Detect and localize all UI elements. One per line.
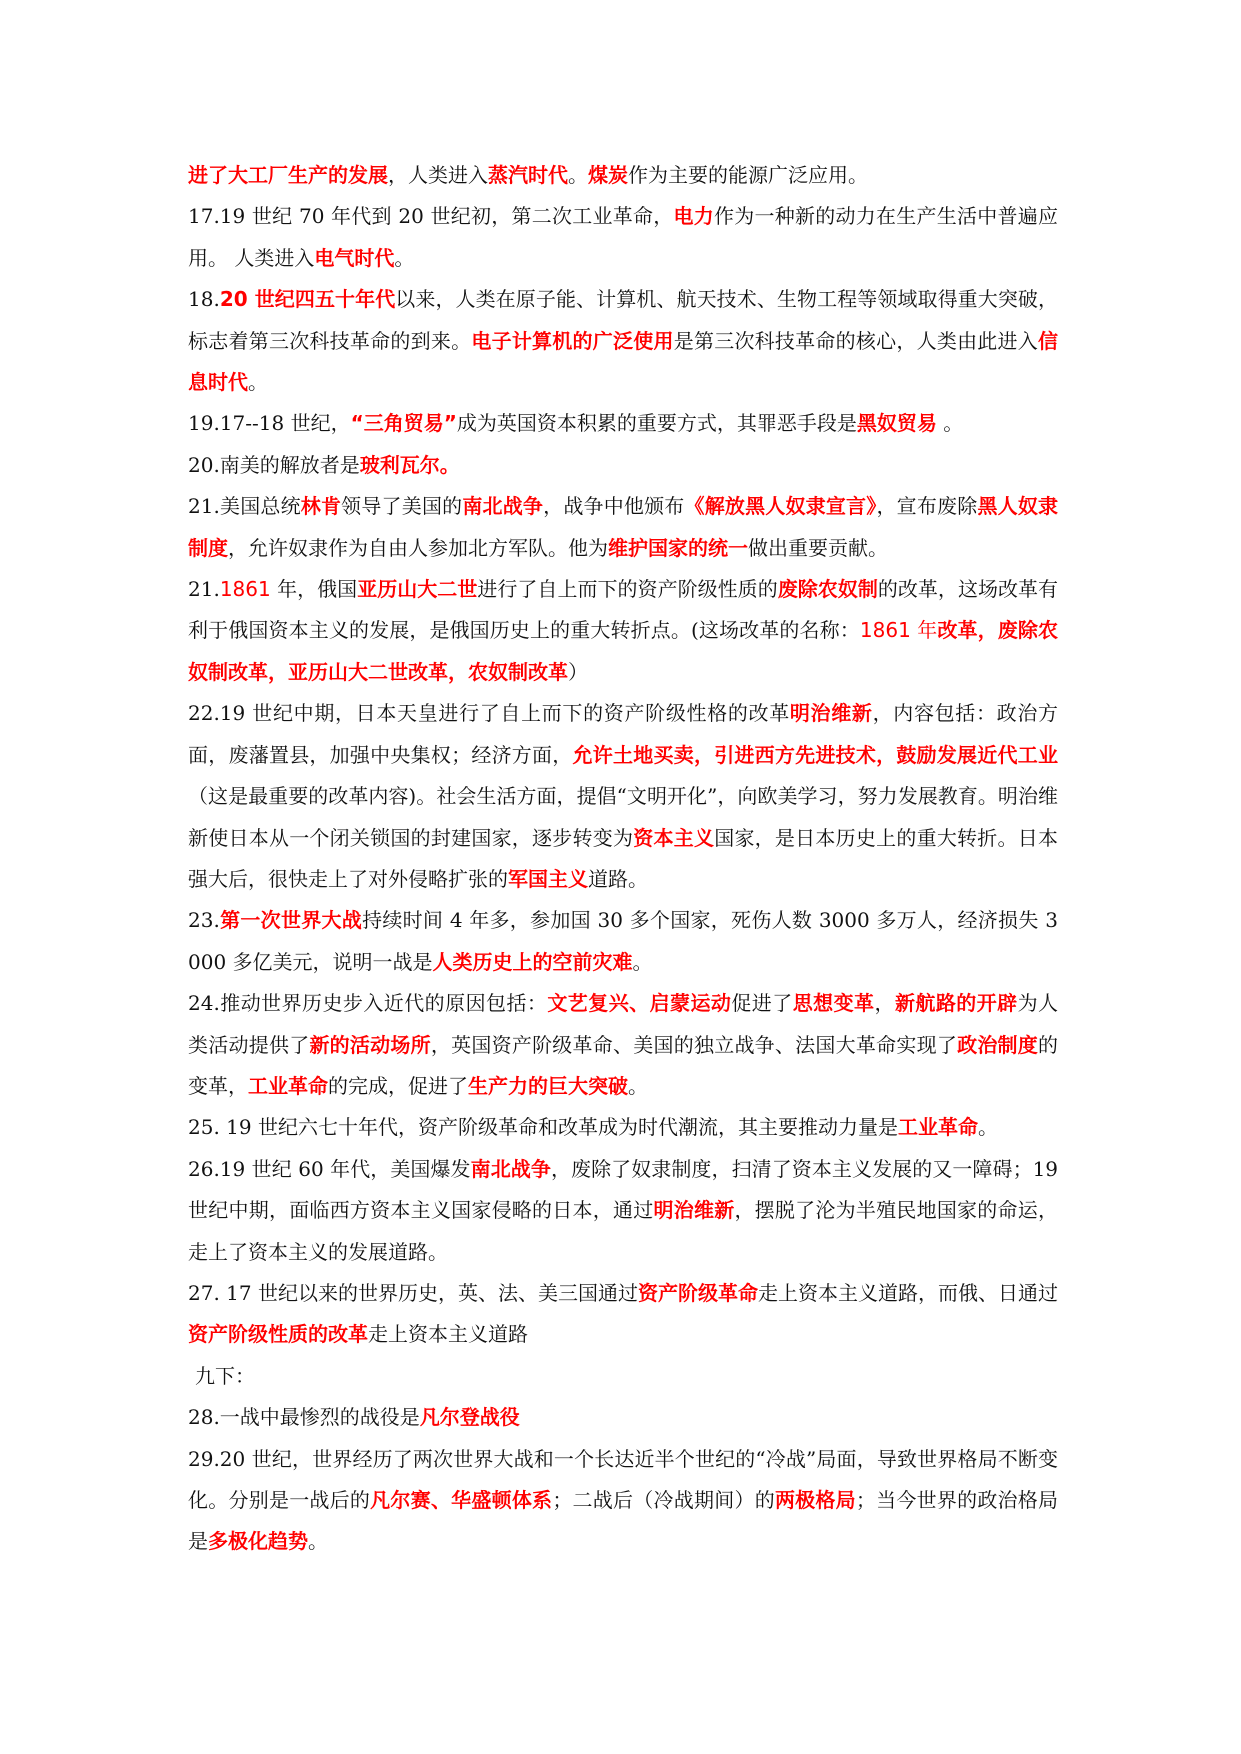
paragraph-text: ，内容包括：政治方面，废藩置县，加强中央集权；经济方面， [188, 701, 1059, 767]
highlighted-keyword: 工业革命 [248, 1073, 328, 1098]
highlighted-keyword: 人类历史上的空前灾难 [432, 949, 633, 974]
highlighted-keyword: 允许土地买卖，引进西方先进技术，鼓励发展近代工业 [572, 742, 1059, 767]
numbered-paragraph [188, 1149, 1058, 1273]
paragraph-text: 18. [188, 287, 220, 312]
document-page [188, 155, 1058, 1563]
paragraph-text: 促进了 [731, 991, 793, 1016]
paragraph-text: （这是最重要的改革内容)。社会生活方面，提倡“文明开化”，向欧美学习，努力发展教育。明治维新使日本从一个闭关锁国的封建国家，逐步转变为 [188, 784, 1058, 850]
paragraph-text: ，允许奴隶作为自由人参加北方军队。他为 [228, 535, 608, 560]
paragraph-text: 21.美国总统 [188, 494, 301, 519]
numbered-paragraph [188, 1439, 1058, 1563]
highlighted-keyword: 思想变革 [792, 991, 875, 1016]
paragraph-text: 。 [568, 163, 588, 187]
numbered-paragraph [188, 196, 1058, 279]
paragraph-text: ，摆脱了沦为半殖民地国家的命运，走上了资本主义的发展道路。 [188, 1198, 1059, 1264]
paragraph-text: 。 [628, 1073, 648, 1098]
highlighted-keyword: 《解放黑人奴隶宣言》 [684, 494, 877, 519]
highlighted-keyword: 工业革命 [897, 1115, 978, 1140]
highlighted-keyword: 多极化趋势 [208, 1529, 308, 1554]
paragraph-text: ，战争中他颁布 [543, 494, 685, 519]
paragraph-text: 29.20 世纪，世界经历了两次世界大战和一个长达近半个世纪的“冷战”局面，导致世界格局不断变化。分别是一战后的 [188, 1446, 1058, 1512]
highlighted-keyword: 黑人奴隶制度 [188, 494, 1059, 560]
paragraph-text: ，废除了奴隶制度，扫清了资本主义发展的又一障碍；19 世纪中期，面临西方资本主义国家侵略的日本，通过 [188, 1156, 1059, 1223]
paragraph-text: 19.17--18 世纪， [188, 411, 351, 436]
highlighted-keyword: 生产力的巨大突破 [468, 1073, 628, 1098]
paragraph-text: 是第三次科技革命的核心，人类由此进入 [673, 328, 1039, 353]
highlighted-keyword: 明治维新 [789, 701, 873, 726]
numbered-paragraph [188, 900, 1058, 983]
highlighted-keyword: 20 世纪四五十年代 [219, 287, 396, 312]
highlighted-keyword: 亚历山大二世 [357, 577, 478, 602]
highlighted-keyword: 玻利瓦尔。 [359, 452, 460, 477]
paragraph-text: 成为英国资本积累的重要方式，其罪恶手段是 [456, 411, 857, 436]
paragraph-text: 作为主要的能源广泛应用。 [628, 163, 868, 187]
paragraph-text: 持续时间 4 年多，参加国 30 多个国家，死伤人数 3000 多万人，经济损失 3000 多亿美元，说明一战是 [188, 908, 1058, 974]
highlighted-keyword: 电子计算机的广泛使用 [471, 328, 674, 353]
highlighted-keyword: 维护国家的统一 [608, 535, 748, 560]
paragraph-text: 领导了美国的 [341, 494, 463, 519]
numbered-paragraph [188, 445, 1058, 486]
numbered-paragraph [188, 486, 1058, 569]
highlighted-keyword: 电气时代 [314, 245, 395, 270]
paragraph-text: 以来，人类在原子能、计算机、航天技术、生物工程等领域取得重大突破，标志着第三次科技革命的到来。 [188, 287, 1059, 353]
highlighted-keyword: 信息时代 [188, 328, 1059, 395]
highlighted-keyword: 黑奴贸易 [856, 411, 937, 436]
highlighted-keyword: 南北战争 [462, 494, 544, 519]
numbered-paragraph [188, 155, 1058, 196]
paragraph-text: ；当今世界的政治格局是 [188, 1488, 1059, 1554]
paragraph-text: 17.19 世纪 70 年代到 20 世纪初，第二次工业革命， [188, 204, 674, 229]
paragraph-text: 的完成，促进了 [328, 1073, 468, 1098]
highlighted-keyword: 煤炭 [588, 163, 628, 187]
highlighted-keyword: 改革，废除农奴制改革，亚历山大二世改革，农奴制改革 [188, 618, 1058, 684]
highlighted-keyword: 凡尔登战役 [419, 1405, 520, 1430]
paragraph-text: 进行了自上而下的资产阶级性质的 [477, 577, 778, 602]
paragraph-text: ， [874, 991, 895, 1016]
numbered-paragraph [188, 1107, 1058, 1148]
paragraph-text: ；二战后（冷战期间）的 [552, 1488, 775, 1512]
highlighted-keyword: 1861 年 [859, 618, 938, 643]
highlighted-keyword: 政治制度 [957, 1032, 1039, 1057]
paragraph-text: 。 [248, 370, 268, 395]
numbered-paragraph [188, 279, 1058, 403]
paragraph-text: ，英国资产阶级革命、美国的独立战争、法国大革命实现了 [430, 1032, 958, 1057]
paragraph-text: 24.推动世界历史步入近代的原因包括： [188, 991, 548, 1016]
numbered-paragraph [188, 569, 1058, 693]
paragraph-text: 为人类活动提供了 [188, 991, 1059, 1057]
paragraph-text: 23. [188, 908, 220, 933]
highlighted-keyword: 第一次世界大战 [219, 908, 363, 933]
highlighted-keyword: 资产阶级性质的改革 [188, 1322, 368, 1347]
numbered-paragraph [188, 1397, 1058, 1438]
highlighted-keyword: 南北战争 [470, 1156, 551, 1181]
paragraph-text: 的改革，这场改革有利于俄国资本主义的发展，是俄国历史上的重大转折点。(这场改革的名称： [188, 577, 1059, 643]
numbered-paragraph [188, 403, 1058, 444]
paragraph-text: 的变革， [188, 1032, 1059, 1098]
highlighted-keyword: 林肯 [300, 494, 342, 519]
paragraph-text: 。 [936, 411, 964, 436]
highlighted-keyword: 明治维新 [653, 1198, 735, 1223]
paragraph-text: 。 [394, 245, 415, 270]
numbered-paragraph [188, 693, 1058, 900]
highlighted-keyword: 电力 [673, 204, 714, 229]
paragraph-text: 九下： [195, 1363, 255, 1388]
paragraph-text: 。 [632, 949, 653, 974]
paragraph-text: 22.19 世纪中期，日本天皇进行了自上而下的资产阶级性格的改革 [188, 701, 790, 726]
highlighted-keyword: 资产阶级革命 [637, 1280, 758, 1305]
paragraph-text: 26.19 世纪 60 年代，美国爆发 [188, 1156, 471, 1181]
paragraph-text: ，宣布废除 [876, 494, 978, 519]
highlighted-keyword: 蒸汽时代 [488, 163, 568, 187]
paragraph-text: 21. [188, 577, 220, 602]
paragraph-text: 20.南美的解放者是 [188, 452, 360, 477]
paragraph-text: 27. 17 世纪以来的世界历史，英、法、美三国通过 [188, 1280, 638, 1305]
paragraph-text: ，人类进入 [388, 163, 488, 187]
highlighted-keyword: 资本主义 [633, 825, 715, 850]
section-heading [188, 1356, 1058, 1397]
paragraph-text: 25. 19 世纪六七十年代，资产阶级革命和改革成为时代潮流，其主要推动力量是 [188, 1115, 898, 1140]
paragraph-text: 。 [977, 1115, 998, 1140]
paragraph-text: 国家，是日本历史上的重大转折。日本强大后，很快走上了对外侵略扩张的 [188, 825, 1059, 891]
paragraph-text: 走上资本主义道路 [368, 1322, 528, 1347]
highlighted-keyword: 进了大工厂生产的发展 [188, 163, 388, 187]
highlighted-keyword: “三角贸易” [350, 411, 457, 436]
highlighted-keyword: 新的活动场所 [309, 1032, 431, 1057]
highlighted-keyword: 废除农奴制 [777, 577, 878, 602]
paragraph-text: 道路。 [588, 866, 648, 891]
highlighted-keyword: 新航路的开辟 [894, 991, 1018, 1016]
numbered-paragraph [188, 1273, 1058, 1356]
paragraph-text: 走上资本主义道路，而俄、日通过 [758, 1280, 1059, 1305]
paragraph-text: 年，俄国 [270, 577, 358, 602]
highlighted-keyword: 凡尔赛、华盛顿体系 [370, 1488, 553, 1512]
highlighted-keyword: 两极格局 [774, 1488, 856, 1512]
highlighted-keyword: 1861 [219, 577, 271, 602]
paragraph-text: 。 [308, 1529, 328, 1554]
paragraph-text: 28.一战中最惨烈的战役是 [188, 1405, 420, 1430]
paragraph-text: 做出重要贡献。 [748, 535, 888, 560]
paragraph-text: 作为一种新的动力在生产生活中普遍应用。 人类进入 [188, 204, 1059, 270]
paragraph-text: ） [568, 659, 588, 684]
numbered-paragraph [188, 983, 1058, 1107]
highlighted-keyword: 文艺复兴、启蒙运动 [547, 991, 732, 1016]
highlighted-keyword: 军国主义 [508, 866, 588, 891]
